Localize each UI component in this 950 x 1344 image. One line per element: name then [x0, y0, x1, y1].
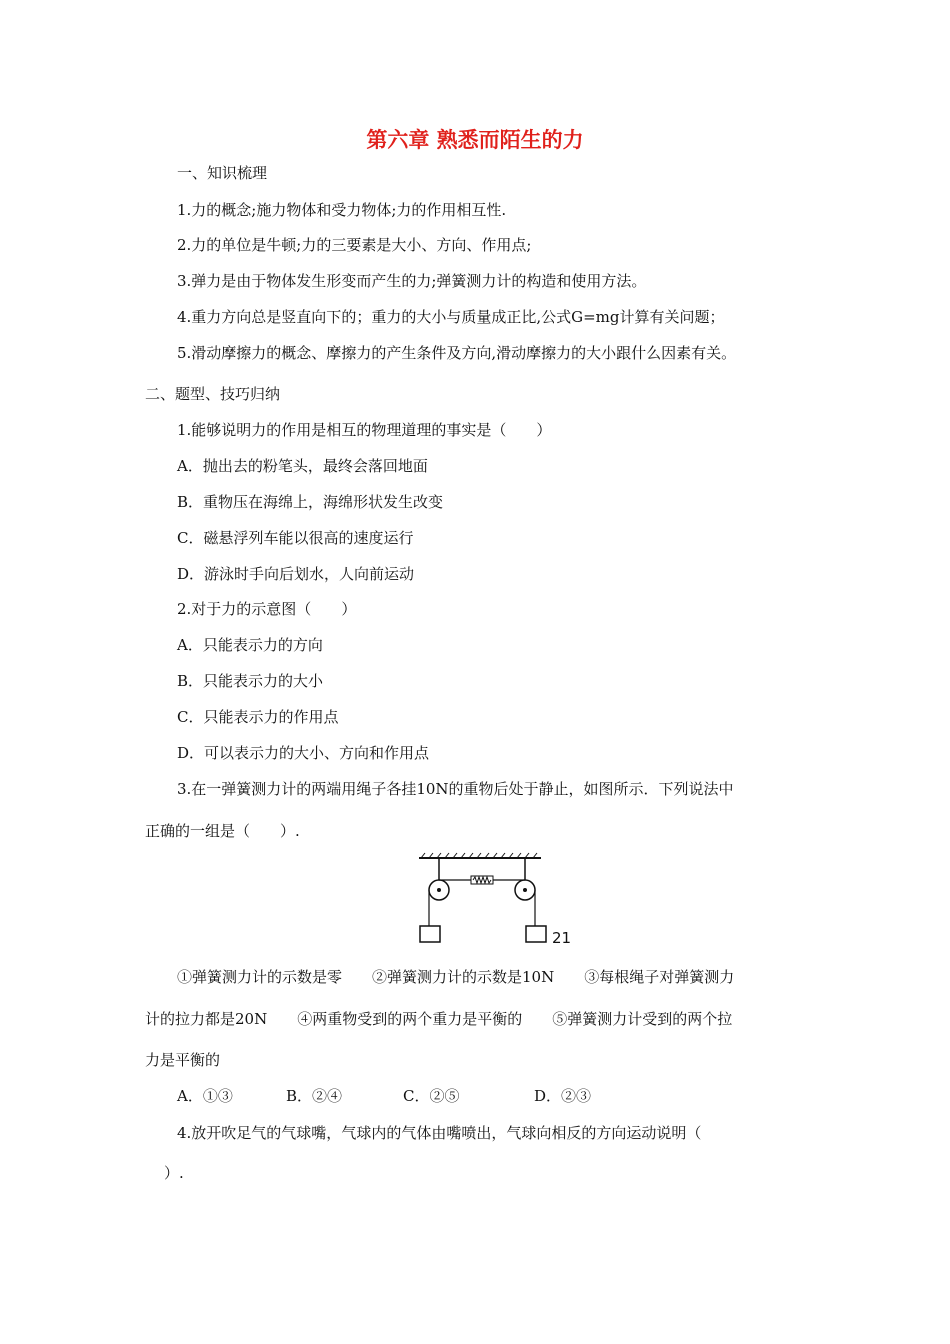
question-3-option-d: D．②③: [534, 1087, 592, 1105]
question-2-option-b: B．只能表示力的大小: [177, 672, 324, 690]
question-2-option-d: D．可以表示力的大小、方向和作用点: [177, 744, 430, 762]
spring-scale-figure: [415, 852, 575, 948]
question-1-option-b: B．重物压在海绵上，海绵形状发生改变: [177, 493, 444, 511]
question-4-stem-line1: 4.放开吹足气的气球嘴，气球内的气体由嘴喷出，气球向相反的方向运动说明（: [177, 1124, 702, 1142]
knowledge-item-5: 5.滑动摩擦力的概念、摩擦力的产生条件及方向,滑动摩擦力的大小跟什么因素有关。: [177, 344, 737, 362]
question-3-option-a: A．①③: [177, 1087, 233, 1105]
question-3-statements-line2: 计的拉力都是20N ④两重物受到的两个重力是平衡的 ⑤弹簧测力计受到的两个拉: [145, 1010, 733, 1028]
right-weight-icon: [526, 926, 546, 942]
figure-label: 21: [552, 929, 572, 947]
question-3-statements-line1: ①弹簧测力计的示数是零 ②弹簧测力计的示数是10N ③每根绳子对弹簧测力: [177, 968, 735, 986]
section1-heading: 一、知识梳理: [177, 164, 268, 182]
question-3-option-b: B．②④: [286, 1087, 343, 1105]
question-4-stem-line2: ）.: [164, 1164, 184, 1182]
left-weight-icon: [420, 926, 440, 942]
knowledge-item-2: 2.力的单位是牛顿;力的三要素是大小、方向、作用点;: [177, 236, 532, 254]
question-1-stem: 1.能够说明力的作用是相互的物理道理的事实是（ ）: [177, 421, 552, 439]
question-2-option-a: A．只能表示力的方向: [177, 636, 323, 654]
chapter-title: 第六章 熟悉而陌生的力: [366, 128, 584, 152]
question-3-stem-line1: 3.在一弹簧测力计的两端用绳子各挂10N的重物后处于静止，如图所示．下列说法中: [177, 780, 734, 798]
question-2-option-c: C．只能表示力的作用点: [177, 708, 339, 726]
question-3-option-c: C．②⑤: [403, 1087, 460, 1105]
knowledge-item-1: 1.力的概念;施力物体和受力物体;力的作用相互性.: [177, 201, 507, 219]
pulley-diagram: [415, 852, 575, 948]
question-1-option-c: C．磁悬浮列车能以很高的速度运行: [177, 529, 414, 547]
question-1-option-d: D．游泳时手向后划水，人向前运动: [177, 565, 415, 583]
question-3-statements-line3: 力是平衡的: [145, 1051, 221, 1069]
knowledge-item-3: 3.弹力是由于物体发生形变而产生的力;弹簧测力计的构造和使用方法。: [177, 272, 647, 290]
question-1-option-a: A．抛出去的粉笔头，最终会落回地面: [177, 457, 428, 475]
question-2-stem: 2.对于力的示意图（ ）: [177, 600, 357, 618]
section2-heading: 二、题型、技巧归纳: [145, 385, 281, 403]
question-3-stem-line2: 正确的一组是（ ）.: [145, 822, 300, 840]
knowledge-item-4: 4.重力方向总是竖直向下的；重力的大小与质量成正比,公式G=mg计算有关问题；: [177, 308, 725, 326]
